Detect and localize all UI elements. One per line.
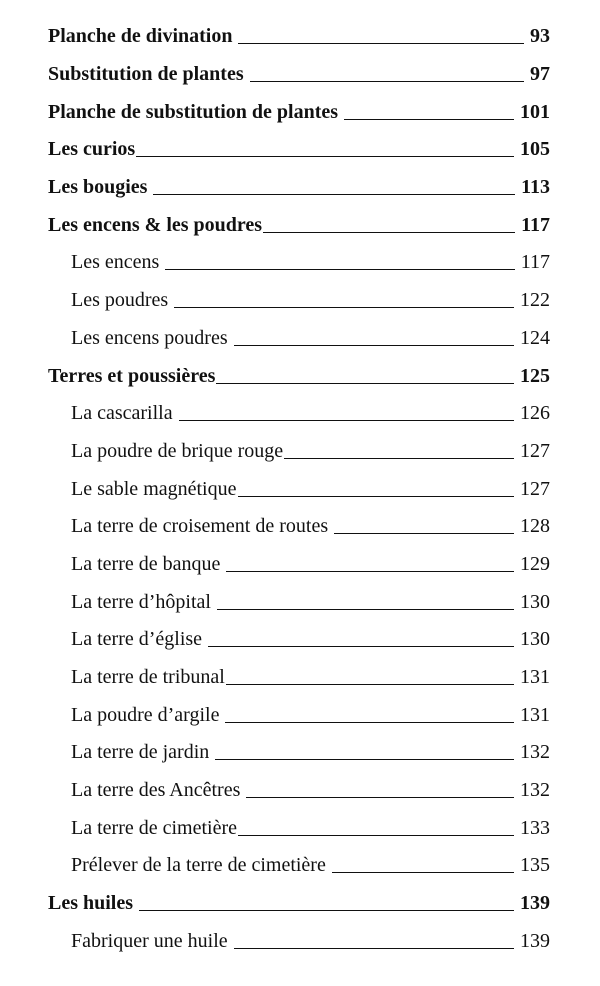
toc-leader-line xyxy=(136,156,514,157)
toc-leader-line xyxy=(246,797,514,798)
toc-leader-line xyxy=(225,722,514,723)
toc-leader-line xyxy=(165,269,514,270)
toc-leader-line xyxy=(179,420,514,421)
toc-entry-les-bougies[interactable] xyxy=(48,169,550,199)
toc-leader-line xyxy=(238,43,524,44)
toc-entry-page: 117 xyxy=(521,214,550,236)
toc-entry-title: Les poudres xyxy=(71,289,169,311)
toc-entry-terre-d-hopital[interactable] xyxy=(71,584,550,614)
toc-entry-title: La terre de jardin xyxy=(71,741,210,763)
toc-entry-page: 127 xyxy=(520,478,550,500)
toc-entry-page: 128 xyxy=(520,515,550,537)
toc-entry-substitution-de-plantes[interactable] xyxy=(48,56,550,86)
toc-entry-poudre-d-argile[interactable] xyxy=(71,697,550,727)
toc-entry-les-huiles[interactable] xyxy=(48,885,550,915)
toc-entry-les-curios[interactable] xyxy=(48,131,550,161)
toc-entry-les-encens-poudres[interactable] xyxy=(71,320,550,350)
toc-leader-line xyxy=(153,194,515,195)
toc-entry-title: Planche de divination xyxy=(48,25,233,47)
toc-entry-les-encens[interactable] xyxy=(71,244,550,274)
toc-leader-line xyxy=(174,307,514,308)
toc-entry-title: Les bougies xyxy=(48,176,148,198)
toc-entry-sable-magnetique[interactable] xyxy=(71,471,550,501)
toc-entry-terre-de-banque[interactable] xyxy=(71,546,550,576)
toc-entry-page: 133 xyxy=(520,817,550,839)
toc-entry-page: 122 xyxy=(520,289,550,311)
toc-entry-title: La terre d’hôpital xyxy=(71,591,211,613)
toc-entry-title: La terre de croisement de routes xyxy=(71,515,329,537)
toc-entry-page: 129 xyxy=(520,553,550,575)
toc-entry-page: 139 xyxy=(520,892,550,914)
toc-entry-title: Fabriquer une huile xyxy=(71,930,228,952)
toc-leader-line xyxy=(332,872,514,873)
toc-leader-line xyxy=(226,571,514,572)
toc-leader-line xyxy=(208,646,514,647)
toc-entry-title: Les encens xyxy=(71,251,160,273)
toc-entry-terre-de-cimetiere[interactable] xyxy=(71,810,550,840)
toc-entry-page: 126 xyxy=(520,402,550,424)
toc-entry-page: 125 xyxy=(520,365,550,387)
toc-entry-title: La terre de banque xyxy=(71,553,221,575)
toc-entry-page: 93 xyxy=(530,25,550,47)
toc-entry-page: 135 xyxy=(520,854,550,876)
toc-entry-la-cascarilla[interactable] xyxy=(71,395,550,425)
toc-leader-line xyxy=(217,609,514,610)
toc-entry-title: Les encens & les poudres xyxy=(48,214,263,236)
toc-entry-terre-de-tribunal[interactable] xyxy=(71,659,550,689)
toc-entry-planche-de-substitution[interactable] xyxy=(48,94,550,124)
toc-entry-title: Substitution de plantes xyxy=(48,63,244,85)
toc-entry-page: 117 xyxy=(520,251,550,273)
toc-entry-title: La poudre d’argile xyxy=(71,704,220,726)
toc-entry-title: Terres et poussières xyxy=(48,365,216,387)
toc-entry-prelever-terre-de-cimetiere[interactable] xyxy=(71,847,550,877)
toc-entry-poudre-de-brique-rouge[interactable] xyxy=(71,433,550,463)
toc-leader-line xyxy=(238,496,515,497)
toc-entry-title: La terre des Ancêtres xyxy=(71,779,241,801)
toc-leader-line xyxy=(250,81,524,82)
toc-leader-line xyxy=(238,835,514,836)
toc-entry-encens-et-poudres[interactable] xyxy=(48,207,550,237)
toc-entry-title: La poudre de brique rouge xyxy=(71,440,284,462)
toc-entry-title: La terre de tribunal xyxy=(71,666,225,688)
toc-entry-page: 113 xyxy=(521,176,550,198)
toc-entry-title: La terre d’église xyxy=(71,628,203,650)
toc-entry-page: 97 xyxy=(530,63,550,85)
toc-entry-title: Planche de substitution de plantes xyxy=(48,101,339,123)
toc-entry-title: Les encens poudres xyxy=(71,327,228,349)
toc-leader-line xyxy=(234,948,514,949)
toc-entry-terre-d-eglise[interactable] xyxy=(71,621,550,651)
toc-entry-page: 105 xyxy=(520,138,550,160)
toc-entry-title: Les curios xyxy=(48,138,136,160)
toc-entry-page: 124 xyxy=(520,327,550,349)
toc-entry-title: La terre de cimetière xyxy=(71,817,237,839)
toc-entry-terre-de-jardin[interactable] xyxy=(71,734,550,764)
toc-entry-page: 131 xyxy=(520,666,550,688)
toc-entry-page: 101 xyxy=(520,101,550,123)
toc-leader-line xyxy=(226,684,514,685)
toc-leader-line xyxy=(234,345,514,346)
toc-entry-title: Prélever de la terre de cimetière xyxy=(71,854,326,876)
toc-leader-line xyxy=(139,910,514,911)
toc-leader-line xyxy=(334,533,514,534)
toc-entry-terres-et-poussieres[interactable] xyxy=(48,358,550,388)
toc-entry-terre-de-croisement[interactable] xyxy=(71,508,550,538)
toc-entry-title: La cascarilla xyxy=(71,402,173,424)
toc-entry-planche-de-divination[interactable] xyxy=(48,18,550,48)
toc-leader-line xyxy=(263,232,515,233)
toc-entry-page: 132 xyxy=(520,741,550,763)
toc-entry-title: Le sable magnétique xyxy=(71,478,237,500)
toc-entry-page: 130 xyxy=(520,591,550,613)
toc-entry-terre-des-ancetres[interactable] xyxy=(71,772,550,802)
toc-entry-page: 139 xyxy=(520,930,550,952)
toc-entry-page: 132 xyxy=(520,779,550,801)
toc-entry-page: 130 xyxy=(520,628,550,650)
toc-entry-page: 127 xyxy=(520,440,550,462)
toc-entry-page: 131 xyxy=(520,704,550,726)
toc-entry-fabriquer-une-huile[interactable] xyxy=(71,923,550,953)
toc-leader-line xyxy=(284,458,514,459)
toc-leader-line xyxy=(215,759,514,760)
toc-entry-title: Les huiles xyxy=(48,892,134,914)
toc-entry-les-poudres[interactable] xyxy=(71,282,550,312)
toc-leader-line xyxy=(216,383,514,384)
toc-leader-line xyxy=(344,119,514,120)
